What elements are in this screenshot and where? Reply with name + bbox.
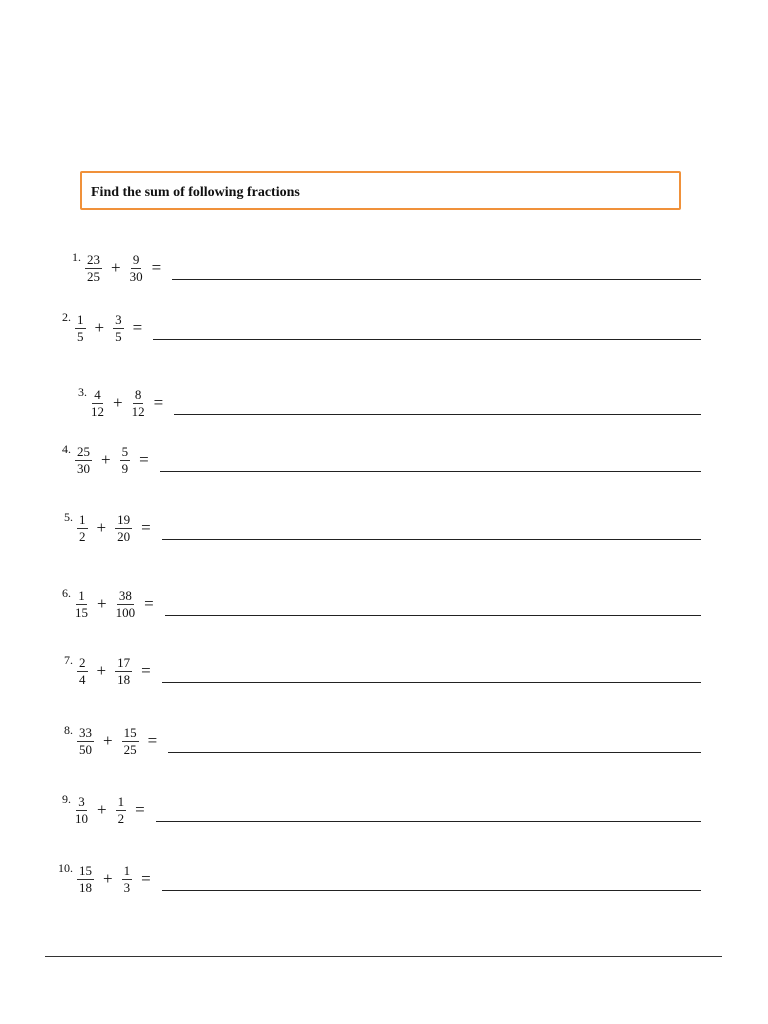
plus-sign: + <box>97 594 107 613</box>
plus-sign: + <box>97 800 107 819</box>
equals-sign: = <box>147 731 158 750</box>
answer-line[interactable] <box>174 414 701 415</box>
fraction <box>122 863 133 896</box>
equals-sign: = <box>153 393 164 412</box>
instructions-title: Find the sum of following fractions <box>91 185 300 200</box>
problem-number: 7. <box>64 653 73 667</box>
problem-number: 8. <box>64 723 73 737</box>
denominator: 4 <box>79 671 86 687</box>
fraction <box>77 512 88 545</box>
numerator: 19 <box>117 511 131 527</box>
fraction <box>75 444 92 477</box>
plus-sign: + <box>103 869 113 888</box>
equals-sign: = <box>141 518 151 537</box>
fraction <box>77 655 88 688</box>
problem-number: 3. <box>78 385 87 399</box>
answer-line[interactable] <box>162 890 701 891</box>
numerator: 38 <box>118 587 132 603</box>
denominator: 30 <box>77 460 90 476</box>
instructions-box <box>80 171 681 210</box>
answer-line[interactable] <box>168 752 701 753</box>
numerator: 4 <box>94 386 101 402</box>
fraction <box>113 312 124 345</box>
answer-line[interactable] <box>156 821 701 822</box>
fraction <box>120 444 131 477</box>
footer-divider <box>45 956 722 957</box>
fraction <box>85 252 102 285</box>
problem-row <box>0 859 701 899</box>
denominator: 25 <box>123 741 137 757</box>
equals-sign: = <box>141 869 151 888</box>
equals-sign: = <box>141 661 151 680</box>
equals-sign: = <box>144 594 154 613</box>
numerator: 5 <box>121 443 129 459</box>
numerator: 23 <box>87 251 100 267</box>
problem-number: 9. <box>62 792 71 806</box>
answer-line[interactable] <box>162 682 701 683</box>
problem-row <box>0 721 701 761</box>
plus-sign: + <box>94 318 105 337</box>
numerator: 9 <box>132 251 140 267</box>
denominator: 2 <box>117 810 125 826</box>
plus-sign: + <box>111 258 121 277</box>
denominator: 9 <box>121 460 129 476</box>
fraction <box>115 512 132 545</box>
plus-sign: + <box>96 661 107 680</box>
problem-number: 2. <box>62 310 71 324</box>
numerator: 8 <box>134 386 142 402</box>
answer-line[interactable] <box>160 471 701 472</box>
numerator: 17 <box>117 654 131 670</box>
denominator: 2 <box>79 528 86 544</box>
answer-line[interactable] <box>162 539 701 540</box>
numerator: 1 <box>77 311 84 327</box>
plus-sign: + <box>103 731 113 750</box>
fraction <box>115 655 132 688</box>
fraction <box>77 863 94 896</box>
plus-sign: + <box>113 393 123 412</box>
numerator: 1 <box>117 793 125 809</box>
denominator: 18 <box>117 671 131 687</box>
equals-sign: = <box>135 800 145 819</box>
fraction <box>130 252 143 285</box>
answer-line[interactable] <box>165 615 701 616</box>
denominator: 50 <box>79 741 92 757</box>
problem-row <box>0 248 701 288</box>
numerator: 3 <box>115 311 122 327</box>
problem-row <box>0 508 701 548</box>
denominator: 12 <box>91 403 104 419</box>
fraction <box>132 387 145 420</box>
numerator: 1 <box>123 862 131 878</box>
fraction <box>116 794 127 827</box>
answer-line[interactable] <box>172 279 701 280</box>
problem-number: 10. <box>58 861 73 875</box>
fraction <box>122 725 139 758</box>
fraction <box>75 588 88 621</box>
denominator: 15 <box>75 604 88 620</box>
denominator: 5 <box>77 328 84 344</box>
fraction <box>116 588 136 621</box>
fraction <box>75 794 88 827</box>
fraction <box>77 725 94 758</box>
fraction <box>75 312 86 345</box>
equals-sign: = <box>132 318 143 337</box>
problem-number: 6. <box>62 586 71 600</box>
denominator: 30 <box>129 268 143 284</box>
problem-row <box>0 584 701 624</box>
denominator: 5 <box>115 328 122 344</box>
problem-row <box>0 440 701 480</box>
problem-row <box>0 383 701 423</box>
denominator: 25 <box>87 268 100 284</box>
equals-sign: = <box>151 258 162 277</box>
problem-row <box>0 651 701 691</box>
equals-sign: = <box>139 450 149 469</box>
numerator: 33 <box>79 724 92 740</box>
problem-number: 5. <box>64 510 73 524</box>
plus-sign: + <box>101 450 111 469</box>
problem-row <box>0 790 701 830</box>
denominator: 20 <box>117 528 131 544</box>
numerator: 25 <box>77 443 90 459</box>
denominator: 10 <box>75 810 88 826</box>
problem-number: 1. <box>72 250 81 264</box>
numerator: 1 <box>79 511 86 527</box>
numerator: 1 <box>78 587 85 603</box>
numerator: 2 <box>79 654 86 670</box>
denominator: 18 <box>79 879 92 895</box>
answer-line[interactable] <box>153 339 701 340</box>
problem-number: 4. <box>62 442 71 456</box>
numerator: 3 <box>78 793 85 809</box>
numerator: 15 <box>79 862 92 878</box>
numerator: 15 <box>123 724 137 740</box>
denominator: 12 <box>131 403 145 419</box>
problem-row <box>0 308 701 348</box>
fraction <box>91 387 104 420</box>
plus-sign: + <box>96 518 107 537</box>
denominator: 100 <box>115 604 136 620</box>
denominator: 3 <box>123 879 131 895</box>
